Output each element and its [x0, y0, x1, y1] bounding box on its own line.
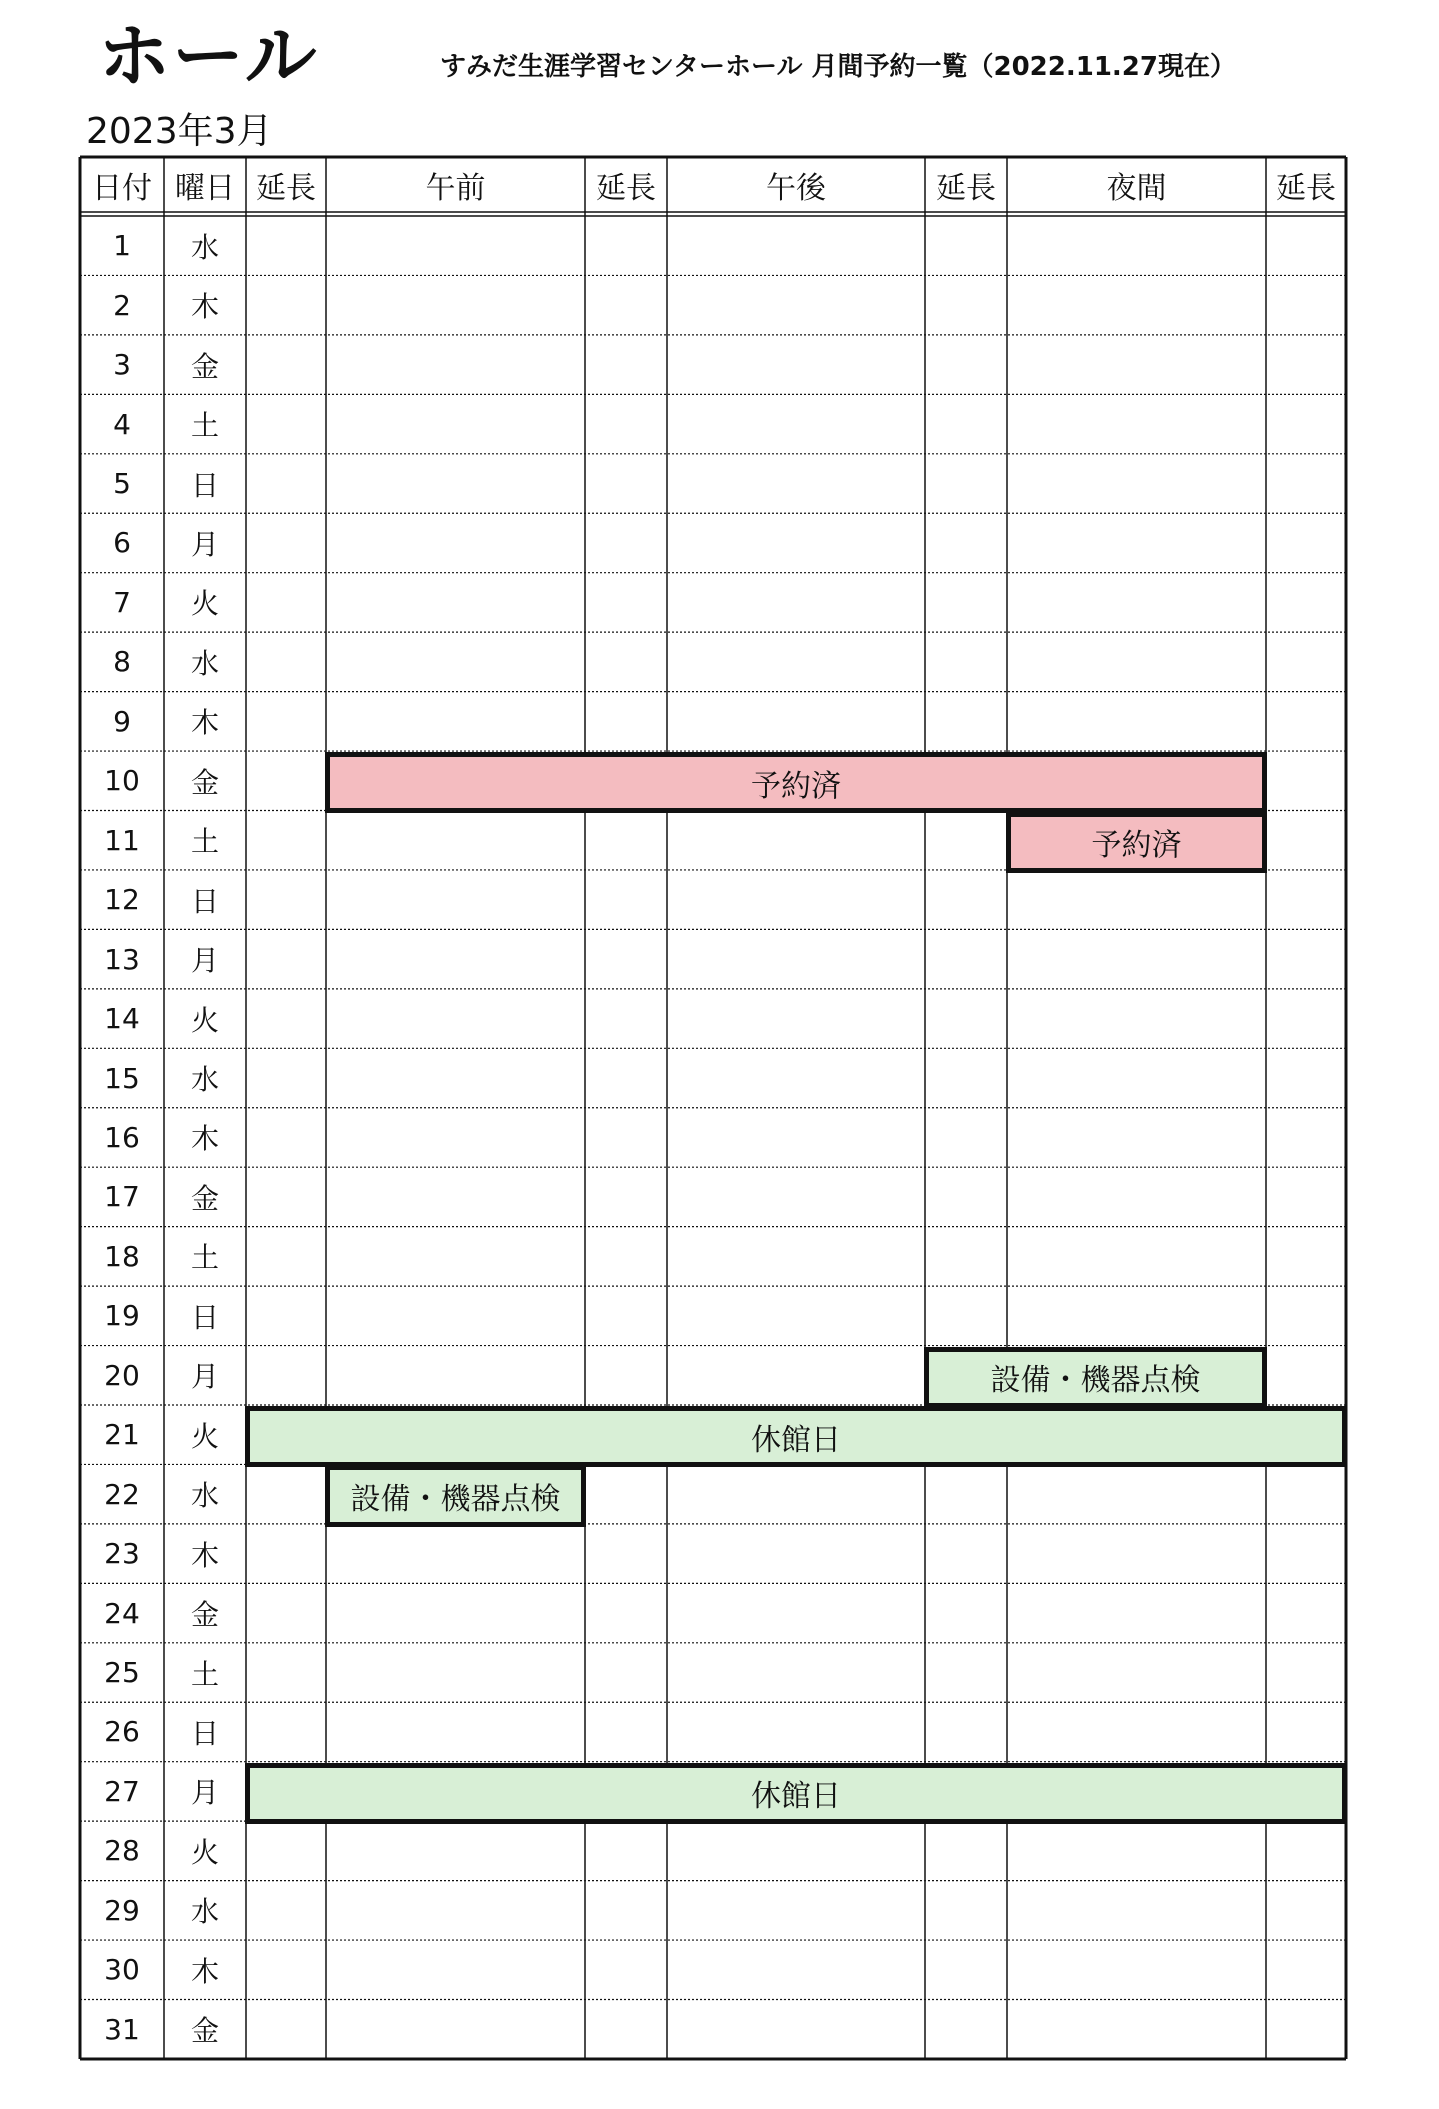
day-cell: 28: [104, 1834, 140, 1868]
weekday-cell: 土: [190, 409, 219, 443]
weekday-cell: 木: [190, 1538, 219, 1572]
weekday-cell: 月: [190, 527, 219, 561]
closed-block: 設備・機器点検: [924, 1347, 1267, 1408]
weekday-cell: 金: [190, 1181, 219, 1215]
day-cell: 15: [104, 1061, 140, 1095]
day-cell: 11: [104, 823, 140, 857]
day-cell: 9: [113, 704, 131, 738]
day-cell: 23: [104, 1537, 140, 1571]
document-title: すみだ生涯学習センターホール 月間予約一覧（2022.11.27現在）: [440, 52, 1236, 82]
day-cell: 22: [104, 1477, 140, 1511]
day-cell: 29: [104, 1893, 140, 1927]
day-cell: 30: [104, 1953, 140, 1987]
column-header: 夜間: [1106, 170, 1167, 206]
weekday-cell: 木: [190, 706, 219, 740]
weekday-cell: 水: [190, 1063, 219, 1097]
weekday-cell: 土: [190, 1241, 219, 1275]
weekday-cell: 火: [190, 587, 219, 621]
day-cell: 17: [104, 1180, 140, 1214]
weekday-cell: 土: [190, 825, 219, 859]
weekday-cell: 火: [190, 1003, 219, 1037]
closed-block: 休館日: [245, 1763, 1347, 1824]
column-header: 日付: [92, 170, 152, 206]
weekday-cell: 土: [190, 1657, 219, 1691]
day-cell: 3: [113, 348, 131, 382]
weekday-cell: 月: [190, 1776, 219, 1810]
weekday-cell: 金: [190, 2014, 219, 2048]
day-cell: 31: [104, 2012, 140, 2046]
day-cell: 10: [104, 764, 140, 798]
weekday-cell: 木: [190, 290, 219, 324]
day-cell: 6: [113, 526, 131, 560]
weekday-cell: 水: [190, 1479, 219, 1513]
weekday-cell: 水: [190, 646, 219, 680]
day-cell: 21: [104, 1418, 140, 1452]
day-cell: 24: [104, 1596, 140, 1630]
day-cell: 1: [113, 229, 131, 263]
reserved-block: 予約済: [325, 752, 1267, 813]
day-cell: 18: [104, 1239, 140, 1273]
column-header: 午後: [766, 170, 826, 206]
day-cell: 5: [113, 467, 131, 501]
day-cell: 27: [104, 1774, 140, 1808]
weekday-cell: 月: [190, 944, 219, 978]
day-cell: 8: [113, 645, 131, 679]
day-cell: 7: [113, 585, 131, 619]
weekday-cell: 火: [190, 1835, 219, 1869]
weekday-cell: 金: [190, 765, 219, 799]
weekday-cell: 月: [190, 1360, 219, 1394]
weekday-cell: 火: [190, 1419, 219, 1453]
weekday-cell: 日: [190, 1716, 219, 1750]
weekday-cell: 日: [190, 884, 219, 918]
day-cell: 12: [104, 883, 140, 917]
weekday-cell: 水: [190, 1895, 219, 1929]
weekday-cell: 日: [190, 468, 219, 502]
column-header: 延長: [1276, 170, 1336, 206]
day-cell: 2: [113, 288, 131, 322]
day-cell: 4: [113, 407, 131, 441]
hall-title: ホール: [98, 14, 319, 98]
day-cell: 13: [104, 942, 140, 976]
reserved-block: 予約済: [1006, 812, 1267, 873]
closed-block: 休館日: [245, 1406, 1347, 1467]
weekday-cell: 日: [190, 1300, 219, 1334]
weekday-cell: 水: [190, 230, 219, 264]
month-label: 2023年3月: [86, 111, 273, 152]
weekday-cell: 金: [190, 349, 219, 383]
day-cell: 14: [104, 1002, 140, 1036]
column-header: 延長: [596, 170, 656, 206]
column-header: 延長: [936, 170, 996, 206]
weekday-cell: 木: [190, 1122, 219, 1156]
day-cell: 19: [104, 1299, 140, 1333]
day-cell: 26: [104, 1715, 140, 1749]
column-header: 延長: [256, 170, 316, 206]
column-header: 曜日: [175, 170, 235, 206]
closed-block: 設備・機器点検: [325, 1465, 586, 1526]
weekday-cell: 金: [190, 1598, 219, 1632]
column-header: 午前: [425, 170, 486, 206]
day-cell: 25: [104, 1656, 140, 1690]
day-cell: 16: [104, 1120, 140, 1154]
weekday-cell: 木: [190, 1954, 219, 1988]
day-cell: 20: [104, 1358, 140, 1392]
